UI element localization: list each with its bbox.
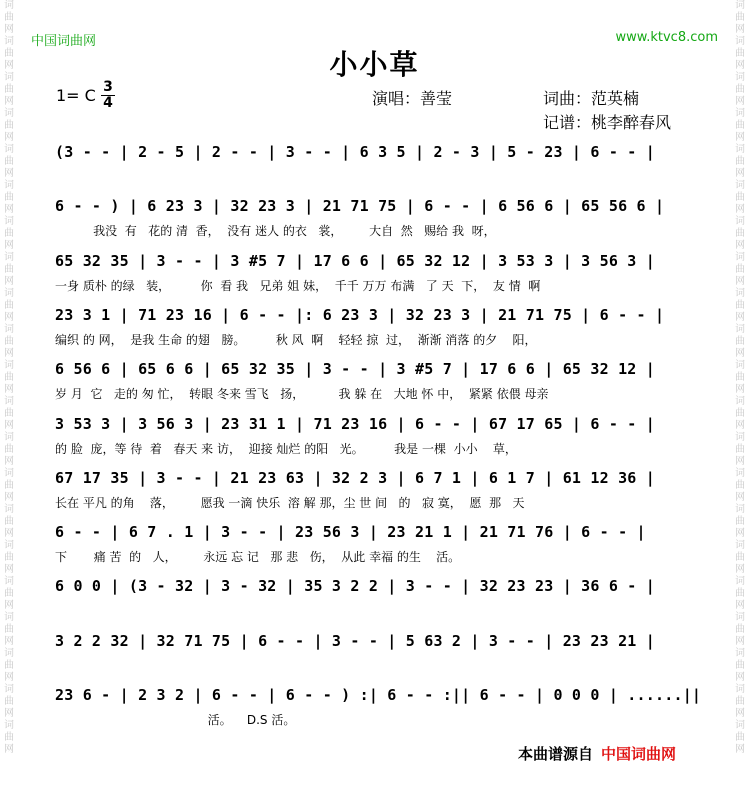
watermark-char: 曲 xyxy=(4,12,14,23)
watermark-char: 曲 xyxy=(735,192,745,203)
watermark-char: 曲 xyxy=(4,552,14,563)
watermark-char: 词 xyxy=(735,108,745,119)
watermark-char: 网 xyxy=(4,384,14,395)
score-notes-line: 67 17 35 | 3 - - | 21 23 63 | 32 2 3 | 6 7 1 | 6 1 7 | 61 12 36 | xyxy=(55,469,655,487)
watermark-char: 词 xyxy=(4,36,14,47)
watermark-char: 网 xyxy=(735,348,745,359)
singer-credit: 演唱：善莹 xyxy=(372,89,453,108)
watermark-char: 曲 xyxy=(735,588,745,599)
watermark-char: 词 xyxy=(4,648,14,659)
watermark-char: 词 xyxy=(4,288,14,299)
watermark-char: 曲 xyxy=(735,660,745,671)
watermark-char: 词 xyxy=(4,0,14,11)
watermark-left xyxy=(0,0,18,790)
score-notes-line: 6 0 0 | (3 - 32 | 3 - 32 | 35 3 2 2 | 3 - - | 32 23 23 | 36 6 - | xyxy=(55,577,655,595)
watermark-char: 曲 xyxy=(4,624,14,635)
score-lyrics-line: 编织 的 网， 是我 生命 的翅 膀。 秋 风 啊 轻轻 掠 过， 渐渐 消落 的夕 阳， xyxy=(55,333,537,347)
score-lyrics-line xyxy=(55,602,688,618)
watermark-char: 曲 xyxy=(735,444,745,455)
watermark-char: 曲 xyxy=(735,264,745,275)
watermark-char: 曲 xyxy=(735,732,745,743)
score-lyrics-line: 长在 平凡 的角 落， 愿我 一滴 快乐 溶 解 那，尘 世 间 的 寂 寞， 愿 那 天 xyxy=(55,496,525,510)
watermark-char: 词 xyxy=(735,360,745,371)
watermark-char: 网 xyxy=(735,24,745,35)
watermark-char: 网 xyxy=(4,564,14,575)
watermark-char: 词 xyxy=(735,432,745,443)
watermark-char: 曲 xyxy=(735,156,745,167)
watermark-char: 网 xyxy=(4,744,14,755)
watermark-char: 网 xyxy=(4,204,14,215)
time-signature-top: 3 xyxy=(103,79,113,95)
watermark-char: 词 xyxy=(735,180,745,191)
watermark-char: 曲 xyxy=(4,84,14,95)
watermark-char: 词 xyxy=(735,72,745,83)
score-notes-line: 23 3 1 | 71 23 16 | 6 - - |: 6 23 3 | 32 23 3 | 21 71 75 | 6 - - | xyxy=(55,306,665,324)
watermark-char: 网 xyxy=(4,240,14,251)
watermark-char: 词 xyxy=(4,216,14,227)
watermark-char: 曲 xyxy=(4,444,14,455)
watermark-char: 词 xyxy=(735,576,745,587)
transcriber-credit: 记谱：桃李醉春风 xyxy=(543,113,672,132)
watermark-char: 词 xyxy=(735,144,745,155)
watermark-char: 曲 xyxy=(735,624,745,635)
score-lyrics-line: 活。 D.S 活。 xyxy=(55,713,296,727)
watermark-char: 网 xyxy=(735,384,745,395)
watermark-char: 词 xyxy=(4,72,14,83)
watermark-char: 词 xyxy=(4,180,14,191)
watermark-char: 网 xyxy=(735,132,745,143)
watermark-char: 网 xyxy=(4,672,14,683)
watermark-char: 网 xyxy=(735,168,745,179)
song-title: 小小草 xyxy=(329,48,420,81)
score-notes-line: 6 56 6 | 65 6 6 | 65 32 35 | 3 - - | 3 #5 7 | 17 6 6 | 65 32 12 | xyxy=(55,360,655,378)
score-notes-line: 6 - - ) | 6 23 3 | 32 23 3 | 21 71 75 | 6 - - | 6 56 6 | 65 56 6 | xyxy=(55,197,665,215)
watermark-char: 网 xyxy=(4,708,14,719)
watermark-char: 网 xyxy=(735,708,745,719)
watermark-char: 网 xyxy=(4,492,14,503)
watermark-right xyxy=(731,0,749,790)
watermark-char: 词 xyxy=(735,216,745,227)
watermark-char: 曲 xyxy=(735,696,745,707)
watermark-char: 网 xyxy=(735,672,745,683)
watermark-char: 词 xyxy=(4,504,14,515)
watermark-char: 词 xyxy=(4,108,14,119)
watermark-char: 网 xyxy=(735,564,745,575)
watermark-char: 网 xyxy=(4,24,14,35)
watermark-char: 网 xyxy=(735,528,745,539)
watermark-char: 曲 xyxy=(735,48,745,59)
watermark-char: 曲 xyxy=(4,372,14,383)
watermark-char: 词 xyxy=(735,36,745,47)
watermark-char: 曲 xyxy=(4,480,14,491)
watermark-char: 词 xyxy=(735,0,745,11)
score-lyrics-line xyxy=(55,657,688,673)
score-notes-line: 3 2 2 32 | 32 71 75 | 6 - - | 3 - - | 5 63 2 | 3 - - | 23 23 21 | xyxy=(55,632,655,650)
key-signature: 1= C xyxy=(56,86,96,105)
watermark-char: 网 xyxy=(4,132,14,143)
watermark-char: 词 xyxy=(735,540,745,551)
watermark-char: 词 xyxy=(4,720,14,731)
watermark-char: 词 xyxy=(735,396,745,407)
watermark-char: 词 xyxy=(4,360,14,371)
watermark-char: 曲 xyxy=(4,588,14,599)
watermark-char: 词 xyxy=(4,432,14,443)
watermark-char: 曲 xyxy=(735,480,745,491)
watermark-char: 曲 xyxy=(735,372,745,383)
watermark-char: 曲 xyxy=(735,228,745,239)
watermark-char: 曲 xyxy=(735,120,745,131)
watermark-char: 曲 xyxy=(4,336,14,347)
watermark-char: 网 xyxy=(735,240,745,251)
time-signature-bottom: 4 xyxy=(101,95,115,111)
site-name-left[interactable]: 中国词曲网 xyxy=(31,34,97,49)
watermark-char: 网 xyxy=(4,96,14,107)
watermark-char: 网 xyxy=(735,600,745,611)
watermark-char: 网 xyxy=(735,456,745,467)
watermark-char: 曲 xyxy=(4,660,14,671)
watermark-char: 词 xyxy=(4,396,14,407)
watermark-char: 词 xyxy=(4,576,14,587)
watermark-char: 曲 xyxy=(4,156,14,167)
source-note xyxy=(518,743,676,764)
score-notes-line: 3 53 3 | 3 56 3 | 23 31 1 | 71 23 16 | 6 - - | 67 17 65 | 6 - - | xyxy=(55,415,655,433)
watermark-char: 网 xyxy=(4,420,14,431)
time-signature xyxy=(101,80,115,111)
watermark-char: 词 xyxy=(735,468,745,479)
watermark-char: 网 xyxy=(735,204,745,215)
watermark-char: 网 xyxy=(735,276,745,287)
watermark-char: 曲 xyxy=(4,408,14,419)
watermark-char: 词 xyxy=(4,324,14,335)
score-lyrics-line xyxy=(55,168,688,184)
watermark-char: 曲 xyxy=(4,696,14,707)
watermark-char: 词 xyxy=(4,252,14,263)
score-lyrics-line: 的 脸 庞，等 待 着 春天 来 访， 迎接 灿烂 的阳 光。 我是 一棵 小小 草， xyxy=(55,442,517,456)
watermark-char: 曲 xyxy=(735,336,745,347)
watermark-char: 词 xyxy=(4,468,14,479)
source-site[interactable]: 中国词曲网 xyxy=(601,745,677,763)
watermark-char: 网 xyxy=(4,636,14,647)
watermark-char: 词 xyxy=(735,288,745,299)
composer-credit: 词曲：范英楠 xyxy=(543,89,640,108)
watermark-char: 曲 xyxy=(735,408,745,419)
watermark-char: 网 xyxy=(4,276,14,287)
score-lyrics-line: 我没 有 花的 清 香， 没有 迷人 的衣 裳， 大自 然 赐给 我 呀， xyxy=(55,224,496,238)
watermark-char: 曲 xyxy=(4,192,14,203)
watermark-char: 曲 xyxy=(4,300,14,311)
watermark-char: 词 xyxy=(735,612,745,623)
watermark-char: 网 xyxy=(735,492,745,503)
watermark-char: 词 xyxy=(735,684,745,695)
watermark-char: 曲 xyxy=(4,120,14,131)
watermark-char: 词 xyxy=(735,324,745,335)
watermark-char: 词 xyxy=(4,144,14,155)
score-lyrics-line: 一身 质朴 的绿 装， 你 看 我 兄弟 姐 妹， 千千 万万 布满 了 天 下， 友 情 啊 xyxy=(55,279,541,293)
watermark-char: 曲 xyxy=(735,516,745,527)
watermark-char: 词 xyxy=(4,612,14,623)
watermark-char: 网 xyxy=(4,168,14,179)
watermark-char: 网 xyxy=(735,312,745,323)
watermark-char: 网 xyxy=(735,744,745,755)
watermark-char: 曲 xyxy=(4,264,14,275)
score-notes-line: 23 6 - | 2 3 2 | 6 - - | 6 - - ) :| 6 - - :|| 6 - - | 0 0 0 | ......|| xyxy=(55,686,702,704)
watermark-char: 网 xyxy=(735,60,745,71)
source-label: 本曲谱源自 xyxy=(518,745,594,763)
watermark-char: 词 xyxy=(735,252,745,263)
score-lyrics-line: 下 痛 苦 的 人， 永远 忘 记 那 悲 伤， 从此 幸福 的生 活。 xyxy=(55,550,461,564)
watermark-char: 词 xyxy=(735,648,745,659)
watermark-char: 曲 xyxy=(4,516,14,527)
score-notes-line: 6 - - | 6 7 . 1 | 3 - - | 23 56 3 | 23 21 1 | 21 71 76 | 6 - - | xyxy=(55,523,646,541)
watermark-char: 曲 xyxy=(735,552,745,563)
watermark-char: 曲 xyxy=(4,48,14,59)
score-lyrics-line: 岁 月 它 走的 匆 忙， 转眼 冬来 雪飞 扬， 我 躲 在 大地 怀 中， 紧紧 依偎 母亲 xyxy=(55,387,549,401)
watermark-char: 网 xyxy=(4,348,14,359)
watermark-char: 曲 xyxy=(4,228,14,239)
site-url-right[interactable]: www.ktvc8.com xyxy=(615,30,718,45)
watermark-char: 曲 xyxy=(735,84,745,95)
watermark-char: 词 xyxy=(735,720,745,731)
score-notes-line: 65 32 35 | 3 - - | 3 #5 7 | 17 6 6 | 65 32 12 | 3 53 3 | 3 56 3 | xyxy=(55,252,655,270)
watermark-char: 曲 xyxy=(735,300,745,311)
watermark-char: 词 xyxy=(4,540,14,551)
watermark-char: 曲 xyxy=(735,12,745,23)
watermark-char: 网 xyxy=(735,96,745,107)
watermark-char: 曲 xyxy=(4,732,14,743)
watermark-char: 网 xyxy=(4,312,14,323)
watermark-char: 网 xyxy=(4,456,14,467)
score-notes-line: (3 - - | 2 - 5 | 2 - - | 3 - - | 6 3 5 | 2 - 3 | 5 - 23 | 6 - - | xyxy=(55,143,655,161)
watermark-char: 网 xyxy=(4,528,14,539)
watermark-char: 网 xyxy=(735,636,745,647)
watermark-char: 网 xyxy=(4,600,14,611)
watermark-char: 网 xyxy=(4,60,14,71)
watermark-char: 网 xyxy=(735,420,745,431)
watermark-char: 词 xyxy=(735,504,745,515)
watermark-char: 词 xyxy=(4,684,14,695)
